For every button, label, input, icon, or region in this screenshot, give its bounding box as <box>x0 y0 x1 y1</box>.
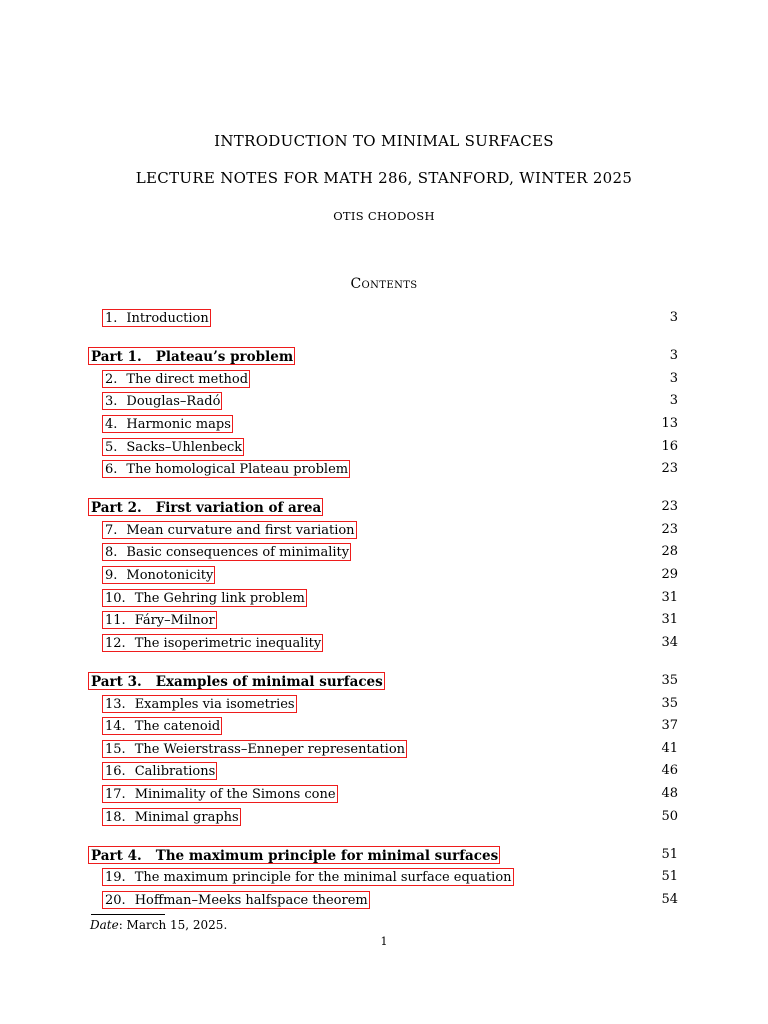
toc-section-link[interactable] <box>102 415 233 433</box>
toc-section-link[interactable] <box>102 460 350 478</box>
toc-label: Sacks–Uhlenbeck <box>126 440 243 455</box>
toc-section-row <box>0 543 768 563</box>
toc-section-row <box>0 891 768 911</box>
toc-number: 6. <box>105 462 118 477</box>
toc-section-row <box>0 589 768 609</box>
toc-number: 14. <box>105 719 126 734</box>
toc-label: The maximum principle for the minimal surface equation <box>134 870 512 885</box>
toc-number: 2. <box>105 372 118 387</box>
toc-section-row <box>0 740 768 760</box>
toc-page-number: 3 <box>669 348 678 363</box>
toc-number: 13. <box>105 697 126 712</box>
toc-section-link[interactable] <box>102 717 222 735</box>
toc-number: 9. <box>105 568 118 583</box>
toc-number: 12. <box>105 636 126 651</box>
toc-label: The homological Plateau problem <box>126 462 349 477</box>
toc-section-link[interactable] <box>102 634 323 652</box>
toc-section-row <box>0 370 768 390</box>
toc-section-link[interactable] <box>102 891 370 909</box>
toc-label: The Gehring link problem <box>134 591 305 606</box>
toc-label: Calibrations <box>134 764 216 779</box>
toc-section-link[interactable] <box>102 521 357 539</box>
toc-number: 7. <box>105 523 118 538</box>
toc-number: 17. <box>105 787 126 802</box>
toc-section-link[interactable] <box>102 543 351 561</box>
toc-number: 10. <box>105 591 126 606</box>
toc-section-link[interactable] <box>102 566 215 584</box>
footnote-rule <box>91 914 165 915</box>
toc-page-number: 23 <box>661 522 678 537</box>
toc-section-link[interactable] <box>102 808 241 826</box>
toc-label: First variation of area <box>155 500 322 516</box>
toc-page-number: 37 <box>661 718 678 733</box>
toc-part-link[interactable] <box>88 846 500 864</box>
toc-page-number: 28 <box>661 544 678 559</box>
toc-section-row <box>0 785 768 805</box>
toc-section-row <box>0 808 768 828</box>
toc-part-link[interactable] <box>88 347 295 365</box>
toc-label: Monotonicity <box>126 568 214 583</box>
toc-section-link[interactable] <box>102 868 514 886</box>
toc-page-number: 3 <box>669 393 678 408</box>
toc-section-link[interactable] <box>102 392 222 410</box>
page-number: 1 <box>380 935 388 948</box>
toc-label: Examples via isometries <box>134 697 295 712</box>
footnote <box>90 918 227 932</box>
toc-number: 11. <box>105 613 126 628</box>
toc-label: Examples of minimal surfaces <box>155 674 383 690</box>
toc-label: The isoperimetric inequality <box>134 636 322 651</box>
toc-number: Part 2. <box>91 500 142 516</box>
toc-page-number: 23 <box>661 499 678 514</box>
toc-part-row <box>0 347 768 367</box>
toc-page-number: 54 <box>661 892 678 907</box>
toc-part-link[interactable] <box>88 498 323 516</box>
toc-section-row <box>0 438 768 458</box>
toc-page-number: 29 <box>661 567 678 582</box>
toc-page-number: 51 <box>661 869 678 884</box>
toc-section-row <box>0 611 768 631</box>
toc-number: 20. <box>105 893 126 908</box>
toc-label: The catenoid <box>134 719 221 734</box>
toc-section-row <box>0 392 768 412</box>
toc-page-number: 34 <box>661 635 678 650</box>
toc-page-number: 51 <box>661 847 678 862</box>
toc-section-link[interactable] <box>102 740 407 758</box>
toc-section-link[interactable] <box>102 785 338 803</box>
toc-number: 19. <box>105 870 126 885</box>
contents-heading: Contents <box>350 276 418 292</box>
toc-section-row <box>0 868 768 888</box>
toc-label: Mean curvature and first variation <box>126 523 355 538</box>
toc-page-number: 35 <box>661 673 678 688</box>
toc-part-row <box>0 498 768 518</box>
toc-page-number: 50 <box>661 809 678 824</box>
toc-page-number: 48 <box>661 786 678 801</box>
toc-section-row <box>0 415 768 435</box>
toc-section-row <box>0 717 768 737</box>
toc-page-number: 31 <box>661 590 678 605</box>
footnote-text: : March 15, 2025. <box>118 918 228 932</box>
toc-number: Part 3. <box>91 674 142 690</box>
toc-label: Fáry–Milnor <box>134 613 215 628</box>
author: OTIS CHODOSH <box>333 209 435 223</box>
toc-number: 8. <box>105 545 118 560</box>
toc-page-number: 13 <box>661 416 678 431</box>
toc-section-row <box>0 521 768 541</box>
toc-number: 18. <box>105 810 126 825</box>
title-line-1: INTRODUCTION TO MINIMAL SURFACES <box>214 132 554 150</box>
toc-page-number: 31 <box>661 612 678 627</box>
toc-label: The Weierstrass–Enneper representation <box>134 742 406 757</box>
toc-label: Hoffman–Meeks halfspace theorem <box>134 893 368 908</box>
toc-number: Part 1. <box>91 349 142 365</box>
footnote-label: Date <box>90 918 119 932</box>
toc-section-link[interactable] <box>102 370 250 388</box>
toc-number: 3. <box>105 394 118 409</box>
toc-number: 5. <box>105 440 118 455</box>
toc-section-link[interactable] <box>102 762 217 780</box>
toc-section-row <box>0 309 768 329</box>
toc-section-link[interactable] <box>102 695 297 713</box>
toc-page-number: 3 <box>669 371 678 386</box>
toc-number: 16. <box>105 764 126 779</box>
toc-section-row <box>0 634 768 654</box>
toc-section-link[interactable] <box>102 589 307 607</box>
toc-number: 15. <box>105 742 126 757</box>
toc-number: 1. <box>105 311 118 326</box>
toc-label: The direct method <box>126 372 249 387</box>
toc-label: Minimality of the Simons cone <box>134 787 336 802</box>
toc-page-number: 16 <box>661 439 678 454</box>
toc-page-number: 35 <box>661 696 678 711</box>
toc-part-row <box>0 846 768 866</box>
toc-number: 4. <box>105 417 118 432</box>
toc-label: The maximum principle for minimal surfaces <box>155 848 499 864</box>
toc-section-link[interactable] <box>102 611 217 629</box>
toc-label: Plateau’s problem <box>155 349 294 365</box>
toc-label: Minimal graphs <box>134 810 239 825</box>
toc-page-number: 46 <box>661 763 678 778</box>
toc-section-row <box>0 762 768 782</box>
toc-label: Douglas–Radó <box>126 394 221 409</box>
toc-section-link[interactable] <box>102 309 211 327</box>
toc-section-row <box>0 566 768 586</box>
toc-page-number: 41 <box>661 741 678 756</box>
toc-part-row <box>0 672 768 692</box>
title-line-2: LECTURE NOTES FOR MATH 286, STANFORD, WINTER 2025 <box>135 169 633 187</box>
toc-number: Part 4. <box>91 848 142 864</box>
toc-label: Introduction <box>126 311 209 326</box>
toc-section-row <box>0 460 768 480</box>
toc-page-number: 3 <box>669 310 678 325</box>
toc-section-link[interactable] <box>102 438 244 456</box>
toc-label: Harmonic maps <box>126 417 231 432</box>
toc-label: Basic consequences of minimality <box>126 545 350 560</box>
toc-part-link[interactable] <box>88 672 385 690</box>
toc-page-number: 23 <box>661 461 678 476</box>
toc-section-row <box>0 695 768 715</box>
